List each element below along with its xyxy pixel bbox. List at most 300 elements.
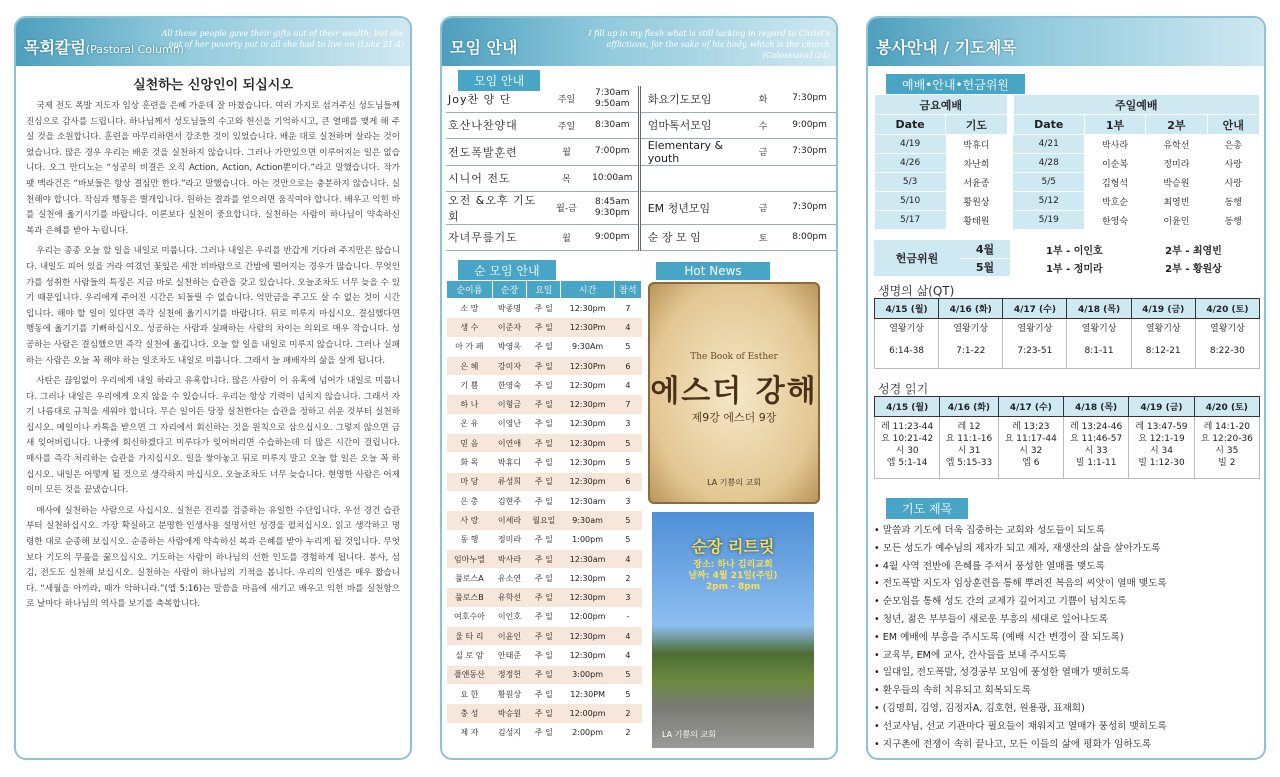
group-cell: 12:30pm: [561, 453, 614, 472]
worship-column-header: 2부: [1146, 115, 1207, 135]
worship-cell: 이윤인: [1146, 211, 1207, 230]
worship-cell: 4/21: [1013, 135, 1084, 154]
meeting-day: 주일: [546, 112, 586, 138]
worship-cell: 차난희: [946, 154, 1007, 173]
qt-title: 생명의 삶(QT): [878, 284, 955, 298]
group-cell: 1:00pm: [561, 530, 614, 549]
offering-first: 1부 - 정미라: [1046, 263, 1103, 275]
group-cell: 4: [614, 646, 641, 665]
small-groups-table: [446, 280, 642, 743]
meeting-name: 화요기도모임: [646, 86, 743, 112]
worship-cell: 황원상: [946, 192, 1007, 211]
worship-cell: 정미라: [1146, 154, 1207, 173]
group-cell: 2: [614, 704, 641, 723]
meeting-time: 7:30pm: [783, 138, 836, 165]
day-header: 4/19 (금): [1129, 397, 1194, 417]
group-cell: 주 일: [527, 588, 561, 607]
qt-book: 열왕기상: [1145, 324, 1181, 334]
day-header: 4/20 (토): [1195, 299, 1259, 319]
bible-cell: [1129, 417, 1194, 479]
worship-row: [875, 211, 1260, 230]
group-cell: 7: [614, 395, 641, 414]
group-cell: 주 일: [527, 704, 561, 723]
meeting-day: 월-금: [546, 191, 586, 224]
bible-verse: 엡 6: [1022, 458, 1040, 468]
bible-verse: 시 34: [1149, 446, 1173, 456]
group-cell: 5: [614, 665, 641, 684]
meeting-day: 금: [743, 191, 783, 224]
bible-verse: 엡 5:15-33: [945, 458, 993, 468]
group-cell: 3: [614, 414, 641, 433]
group-cell: 강미자: [492, 356, 526, 375]
prayer-item: • 청년, 젊은 부부들이 새로운 부흥의 세대로 일어나도록: [874, 611, 1262, 629]
bible-verse: 요 12:20-36: [1200, 434, 1253, 444]
group-cell: 2: [614, 723, 641, 742]
group-row: [447, 472, 642, 491]
column-paragraph: 사탄은 끊임없이 우리에게 내일 하라고 유혹합니다. 많은 사람이 이 유혹에 넘어가 내일로 미룹니다. 그러나 내일은 우리에게 오지 않을 수 있습니다. 우리는 항상 기력이 넘치지 않습니다. 그래서 자기 나름대로 규칙을 세워야 합니다. 무슨 일이든 당장 실천한다는 습관을 정하고 쉬운 것부터 실천하십시오. 메일이나 카톡을 받으면 그 자리에서 회신하는 것을 원칙으로 삼으십시오. 그렇지 않으면 금새 잊어버립니다. 나중에 회신하겠다고 미루다가 잊어버리면 수습하는데 더 많은 시간이 걸립니다. 매사를 즉각 처리하는 습관을 가지십시오. 일을 쌓아놓고 뒤로 미루지 말고 오늘 할 일은 오늘 꼭 하십시오. 내일은 어떻게 될 것으로 생각하지 마십시오. 오늘조차도 너무 늦습니다. 현명한 사람은 어제 이미 모든 것을 끝냈습니다.: [26, 376, 400, 496]
retreat-title: 순장 리트릿: [691, 537, 775, 556]
group-row: [447, 511, 642, 530]
worship-cell: 은총: [1207, 135, 1259, 154]
group-subheading: 순 모임 안내: [458, 260, 556, 281]
panel-header: [16, 18, 410, 66]
offering-table: [874, 240, 1260, 277]
meeting-day: 금: [743, 138, 783, 165]
header-quote: All these people gave their gifts out of their wealth; but she out of her poverty put in all she had to live on (Luke 21:4): [161, 29, 404, 49]
day-header: 4/18 (목): [1067, 299, 1131, 319]
group-cell: 12:30pm: [561, 646, 614, 665]
group-cell: 주 일: [527, 607, 561, 626]
group-row: [447, 627, 642, 646]
group-cell: 3: [614, 491, 641, 510]
group-cell: 3:00pm: [561, 665, 614, 684]
esther-title: 에스더 강해: [650, 374, 818, 409]
bible-cell: [1194, 417, 1259, 479]
prayer-item: • 4월 사역 전반에 은혜를 주셔서 풍성한 열매를 맺도록: [874, 558, 1262, 576]
group-row: [447, 530, 642, 549]
group-cell: 이세라: [492, 511, 526, 530]
hot-news-label: Hot News: [656, 262, 770, 280]
worship-cell: 한영숙: [1084, 211, 1145, 230]
group-cell: 12:00pm: [561, 607, 614, 626]
day-header: 4/17 (수): [998, 397, 1063, 417]
worship-row: [875, 192, 1260, 211]
qt-verse: 8:1-11: [1084, 346, 1114, 356]
group-cell: 주 일: [527, 414, 561, 433]
group-cell: 12:30pm: [561, 472, 614, 491]
group-cell: 황원상: [492, 684, 526, 703]
group-cell: 박종명: [492, 299, 526, 318]
group-cell: 5: [614, 453, 641, 472]
meeting-row: [446, 138, 836, 165]
group-cell: 박사라: [492, 549, 526, 568]
prayer-item: • 모든 성도가 예수님의 제자가 되고 제자, 재생산의 삶을 살아가도록: [874, 540, 1262, 558]
worship-column-header: Date: [875, 115, 946, 135]
group-cell: 요 한: [447, 684, 493, 703]
meeting-time: 8:00pm: [783, 224, 836, 250]
worship-cell: 5/3: [875, 173, 946, 192]
group-row: [447, 723, 642, 742]
qt-verse: 7:1-22: [956, 346, 986, 356]
group-cell: 12:30Pm: [561, 318, 614, 337]
worship-row: [875, 135, 1260, 154]
column-heading: 실천하는 신앙인이 되십시오: [133, 78, 293, 93]
group-cell: 소 망: [447, 299, 493, 318]
qt-book: 열왕기상: [1017, 324, 1053, 334]
group-cell: 12:30pm: [561, 414, 614, 433]
header-quote: I fill up in my flesh what is still lacking in regard to Christ's afflictions, for the sake of his body, which is the church (Colossians1:24): [588, 29, 830, 60]
bible-verse: 레 12: [957, 422, 981, 432]
meeting-day: 화: [743, 86, 783, 112]
worship-cell: 5/5: [1013, 173, 1084, 192]
group-cell: 이인호: [492, 607, 526, 626]
offering-first: 1부 - 이인호: [1046, 245, 1103, 257]
group-row: [447, 665, 642, 684]
group-cell: 풀로스A: [447, 569, 493, 588]
prayer-item: • (김명희, 김영, 김정자A, 김호현, 원용광, 표재희): [874, 700, 1262, 718]
group-cell: 6: [614, 472, 641, 491]
bible-verse: 요 10:21-42: [881, 434, 934, 444]
group-cell: 월요일: [527, 511, 561, 530]
day-header: 4/17 (수): [1003, 299, 1067, 319]
qt-book: 열왕기상: [953, 324, 989, 334]
worship-column-header: 1부: [1084, 115, 1145, 135]
meeting-day: 목: [546, 165, 586, 191]
qt-verse: 8:12-21: [1145, 346, 1181, 356]
group-row: [447, 356, 642, 375]
meetings-table: [446, 86, 836, 251]
day-header: 4/16 (화): [940, 397, 998, 417]
panel-title: 봉사안내 / 기도제목: [876, 38, 1017, 57]
bible-verse: 레 14:1-20: [1203, 422, 1251, 432]
prayer-item: • 지구촌에 전쟁이 속히 끝나고, 모든 이들의 삶에 평화가 임하도록: [874, 736, 1262, 754]
group-row: [447, 299, 642, 318]
service-subheading: 예배•안내•헌금위원: [886, 74, 1025, 95]
offering-row: [874, 240, 1260, 258]
group-row: [447, 318, 642, 337]
group-cell: 2: [614, 569, 641, 588]
group-cell: 여호수아: [447, 607, 493, 626]
esther-scroll-image: [648, 282, 820, 504]
worship-column-header: 기도: [946, 115, 1007, 135]
panel-title: 모임 안내: [450, 38, 518, 57]
group-cell: 동 행: [447, 530, 493, 549]
group-cell: 12:30pm: [561, 395, 614, 414]
group-cell: 12:30Pm: [561, 356, 614, 375]
group-cell: 주 일: [527, 530, 561, 549]
meeting-day: 월: [546, 224, 586, 250]
worship-cell: 5/17: [875, 211, 946, 230]
group-row: [447, 414, 642, 433]
meeting-name: 오전 &오후 기도회: [446, 191, 546, 224]
service-prayer-panel: [866, 16, 1266, 760]
group-cell: 류성희: [492, 472, 526, 491]
worship-cell: 동행: [1207, 211, 1259, 230]
group-cell: 주 일: [527, 453, 561, 472]
worship-cell: 박호순: [1084, 192, 1145, 211]
group-cell: 주 일: [527, 299, 561, 318]
qt-book: 열왕기상: [1081, 324, 1117, 334]
offering-month: 4월: [960, 240, 1010, 258]
group-cell: 하 나: [447, 395, 493, 414]
worship-cell: 동행: [1207, 192, 1259, 211]
group-row: [447, 684, 642, 703]
meeting-time: 9:00pm: [587, 224, 640, 250]
day-header: 4/20 (토): [1194, 397, 1259, 417]
meeting-time: 8:30am: [587, 112, 640, 138]
group-row: [447, 395, 642, 414]
worship-cell: 최영빈: [1146, 192, 1207, 211]
worship-cell: 4/28: [1013, 154, 1084, 173]
group-cell: 안태준: [492, 646, 526, 665]
qt-cell: [875, 319, 939, 369]
group-cell: 마 당: [447, 472, 493, 491]
worship-cell: 사랑: [1207, 173, 1259, 192]
prayer-subheading: 기도 제목: [886, 498, 968, 519]
bible-verse: 시 33: [1084, 446, 1108, 456]
retreat-details: 장소: 하나 김리교회 날짜: 4월 21일(주일) 2pm - 8pm: [688, 560, 778, 592]
meeting-time: [783, 165, 836, 191]
prayer-item: • 환우들의 속히 치유되고 회복되도록: [874, 682, 1262, 700]
group-cell: 4: [614, 376, 641, 395]
group-cell: 이연애: [492, 434, 526, 453]
column-paragraph: 매사에 실천하는 사람으로 사십시오. 실천은 진리를 검증하는 유일한 수단입니다. 우선 경건 습관부터 실천하십시오. 가장 확실하고 분명한 인생사용 설명서인 성경을 펼치십시오. 읽고 생각하고 명령한 대로 순종해 보십시오. 순종하는 사람에게 약속하신 복과 은혜를 받아 누리게 될 것입니다. 무엇보다 기도의 무릎을 꿇으십시오. 기도하는 사람이 하나님의 선한 인도를 경험하게 됩니다. 봉사, 섬김, 전도도 실천해 보십시오. 실천하는 사람이 하나님의 기적을 봅니다. 우리의 인생은 매우 짧습니다. “세월을 아끼라, 때가 악하니라.”(엡 5:16)는 말씀을 마음에 새기고 배우고 익힌 바를 실천함으로 날마다 하나님의 역사를 보기를 축복합니다.: [26, 505, 400, 610]
group-cell: 12:30pm: [561, 376, 614, 395]
offering-label: 헌금위원: [874, 240, 960, 276]
meeting-day: 토: [743, 224, 783, 250]
qt-table: [874, 298, 1260, 369]
church-logo: LA 기쁨의 교회: [662, 730, 716, 739]
group-cell: 5: [614, 434, 641, 453]
group-cell: 12:30PM: [561, 684, 614, 703]
group-cell: 박영옥: [492, 337, 526, 356]
panel-title: 목회칼럼(Pastoral Column): [24, 38, 185, 57]
prayer-item: • 선교사님, 선교 기관마다 필요들이 채워지고 열매가 풍성히 맺히도록: [874, 718, 1262, 736]
group-cell: 유소연: [492, 569, 526, 588]
meeting-time: 8:45am 9:30pm: [587, 191, 640, 224]
qt-cell: [1067, 319, 1131, 369]
meeting-time: 9:00pm: [783, 112, 836, 138]
esther-sub: 제9강 에스더 9장: [691, 411, 777, 424]
group-row: [447, 376, 642, 395]
meeting-name: Elementary & youth: [646, 138, 743, 165]
group-cell: 주 일: [527, 549, 561, 568]
offering-second: 2부 - 최영빈: [1165, 245, 1222, 257]
sunday-header: 주일예배: [1013, 95, 1259, 115]
bible-verse: 시 31: [957, 446, 981, 456]
worship-column-header: Date: [1013, 115, 1084, 135]
bible-verse: 시 35: [1215, 446, 1239, 456]
group-cell: 12:30am: [561, 549, 614, 568]
group-cell: 4: [614, 318, 641, 337]
group-column-header: 순이름: [447, 281, 493, 299]
group-cell: 6: [614, 356, 641, 375]
group-cell: 12:00pm: [561, 704, 614, 723]
group-cell: 주 일: [527, 684, 561, 703]
group-cell: 주 일: [527, 723, 561, 742]
prayer-item: • 말씀과 기도에 더욱 집중하는 교회와 성도들이 되도록: [874, 522, 1262, 540]
meeting-name: 호산나찬양대: [446, 112, 546, 138]
bible-verse: 엡 5:1-14: [886, 458, 928, 468]
group-cell: 온 유: [447, 414, 493, 433]
group-cell: 주 일: [527, 665, 561, 684]
bible-cell: [998, 417, 1063, 479]
meeting-row: [446, 112, 836, 138]
group-cell: 박휴디: [492, 453, 526, 472]
group-cell: 이윤인: [492, 627, 526, 646]
group-row: [447, 646, 642, 665]
day-header: 4/19 (금): [1131, 299, 1195, 319]
group-cell: 4: [614, 549, 641, 568]
worship-cell: 박휴디: [946, 135, 1007, 154]
qt-cell: [1131, 319, 1195, 369]
prayer-item: • 전도폭발 지도자 임상훈련을 통해 뿌려진 복음의 씨앗이 열매 맺도록: [874, 575, 1262, 593]
bible-verse: 요 12:1-19: [1138, 434, 1185, 444]
group-column-header: 요일: [527, 281, 561, 299]
esther-en: The Book of Esther: [690, 352, 778, 362]
qt-book: 열왕기상: [889, 324, 924, 334]
group-cell: 12:30pm: [561, 299, 614, 318]
meeting-day: [743, 165, 783, 191]
meeting-name: 엄마톡서모임: [646, 112, 743, 138]
bible-verse: 레 13:24-46: [1070, 422, 1123, 432]
group-row: [447, 337, 642, 356]
group-cell: 3: [614, 588, 641, 607]
meeting-row: [446, 86, 836, 112]
prayer-item: • 일대일, 전도폭발, 성경공부 모임에 풍성한 열매가 맺히도록: [874, 664, 1262, 682]
meeting-row: [446, 224, 836, 250]
group-row: [447, 491, 642, 510]
group-cell: 주 일: [527, 376, 561, 395]
meeting-time: 7:30pm: [783, 86, 836, 112]
group-cell: 생 수: [447, 318, 493, 337]
group-cell: 12:30pm: [561, 588, 614, 607]
group-cell: 박승원: [492, 704, 526, 723]
qt-book: 열왕기상: [1210, 324, 1245, 334]
group-cell: 울 타 리: [447, 627, 493, 646]
day-header: 4/18 (목): [1063, 397, 1128, 417]
bible-verse: 요 11:46-57: [1070, 434, 1123, 444]
group-cell: 5: [614, 511, 641, 530]
friday-header: 금요예배: [875, 95, 1008, 115]
meeting-subheading: 모임 안내: [458, 70, 540, 91]
day-header: 4/16 (화): [939, 299, 1003, 319]
worship-cell: 이순복: [1084, 154, 1145, 173]
qt-verse: 7:23-51: [1017, 346, 1053, 356]
qt-cell: [939, 319, 1003, 369]
bible-verse: 빌 2: [1218, 458, 1236, 468]
worship-cell: 사랑: [1207, 154, 1259, 173]
group-cell: 정미라: [492, 530, 526, 549]
meeting-name: 시니어 전도: [446, 165, 546, 191]
group-row: [447, 704, 642, 723]
group-cell: 김현주: [492, 491, 526, 510]
worship-cell: 황태원: [946, 211, 1007, 230]
worship-row: [875, 154, 1260, 173]
group-cell: 4: [614, 627, 641, 646]
meeting-day: 월: [546, 138, 586, 165]
bible-verse: 빌 1:12-30: [1138, 458, 1185, 468]
qt-verse: 8:22-30: [1209, 346, 1245, 356]
worship-cell: 서윤종: [946, 173, 1007, 192]
worship-cell: 박사라: [1084, 135, 1145, 154]
group-row: [447, 453, 642, 472]
group-column-header: 참석: [614, 281, 641, 299]
worship-cell: 박승원: [1146, 173, 1207, 192]
group-cell: 5: [614, 530, 641, 549]
bible-verse: 레 11:23-44: [881, 422, 934, 432]
meeting-time: 7:30am 9:50am: [587, 86, 640, 112]
group-column-header: 시간: [561, 281, 614, 299]
church-logo: LA 기쁨의 교회: [707, 478, 761, 487]
group-row: [447, 434, 642, 453]
meeting-name: 순 장 모 임: [646, 224, 743, 250]
group-cell: 12:30pm: [561, 627, 614, 646]
group-cell: 아 가 페: [447, 337, 493, 356]
group-row: [447, 549, 642, 568]
bible-cell: [1063, 417, 1128, 479]
group-cell: 9:30Am: [561, 337, 614, 356]
group-cell: 이준자: [492, 318, 526, 337]
group-cell: -: [614, 607, 641, 626]
meeting-day: 수: [743, 112, 783, 138]
column-paragraph: 국제 전도 폭발 지도자 임상 훈련을 은혜 가운데 잘 마쳤습니다. 여러 가지로 섬겨주신 성도님들께 진심으로 감사를 드립니다. 하나님께서 성도님들의 수고와 헌신을 기억하시고, 큰 열매를 맺게 해 주실 것을 소원합니다. 훈련을 마무리하면서 강조한 것이 있었습니다. 배운 대로 실천하며 살라는 것이었습니다. 많은 경우 우리는 배운 것을 실천하지 않습니다. 그러나 가만있으면 이루어지는 일은 없습니다. 오그 만디노는 “성공의 비결은 오직 Action, Action, Action뿐이다.”라고 말했습니다. 작가 팻 맥라건은 “바보들은 항상 결심만 한다.”라고 말했습니다. 아는 것만으로는 충분하지 않습니다. 실천해야 합니다. 작심과 행동은 별개입니다. 원하는 결과를 얻으려면 움직여야 합니다. 배우고 익힌 바를 실천에 옮기시기를 바랍니다. 이론보다 실천이 중요합니다. 실천하는 사람이 하나님이 약속하신 복과 은혜를 받아 누립니다.: [26, 101, 400, 236]
bible-reading-table: [874, 396, 1260, 479]
worship-cell: 유학선: [1146, 135, 1207, 154]
group-cell: 주 일: [527, 434, 561, 453]
group-cell: 주 일: [527, 569, 561, 588]
group-cell: 플앤동산: [447, 665, 493, 684]
worship-row: [875, 173, 1260, 192]
bible-verse: 레 13:47-59: [1135, 422, 1188, 432]
group-cell: 김성지: [492, 723, 526, 742]
worship-table: [874, 94, 1260, 230]
panel-header: [442, 18, 836, 66]
worship-cell: 5/12: [1013, 192, 1084, 211]
qt-cell: [1003, 319, 1067, 369]
group-cell: 은 총: [447, 491, 493, 510]
bible-verse: 요 11:1-16: [945, 434, 993, 444]
bible-verse: 시 32: [1019, 446, 1043, 456]
prayer-item: • 순모임을 통해 성도 간의 교제가 깊어지고 기쁨이 넘치도록: [874, 593, 1262, 611]
meeting-name: Joy찬 양 단: [446, 86, 546, 112]
meeting-name: 자녀무릎기도: [446, 224, 546, 250]
group-cell: 12:30pm: [561, 434, 614, 453]
qt-cell: [1195, 319, 1259, 369]
group-cell: 풀로스B: [447, 588, 493, 607]
meeting-row: [446, 191, 836, 224]
worship-cell: 5/19: [1013, 211, 1084, 230]
prayer-list: [874, 522, 1262, 753]
prayer-item: • 교육부, EM에 교사, 간사들을 보내 주시도록: [874, 647, 1262, 665]
column-body: [16, 99, 410, 613]
group-cell: 이형금: [492, 395, 526, 414]
group-cell: 기 쁨: [447, 376, 493, 395]
pastoral-column-panel: [14, 16, 412, 760]
group-cell: 유학선: [492, 588, 526, 607]
group-cell: 주 일: [527, 627, 561, 646]
group-cell: 임마누엘: [447, 549, 493, 568]
retreat-photo: [652, 512, 814, 748]
worship-cell: 4/19: [875, 135, 946, 154]
group-cell: 주 일: [527, 337, 561, 356]
group-cell: 사 랑: [447, 511, 493, 530]
group-cell: 9:30am: [561, 511, 614, 530]
group-cell: 주 일: [527, 472, 561, 491]
meeting-name: EM 청년모임: [646, 191, 743, 224]
group-cell: 은 혜: [447, 356, 493, 375]
prayer-item: • EM 예배에 부흥을 주시도록 (예배 시간 변경이 잘 되도록): [874, 629, 1262, 647]
